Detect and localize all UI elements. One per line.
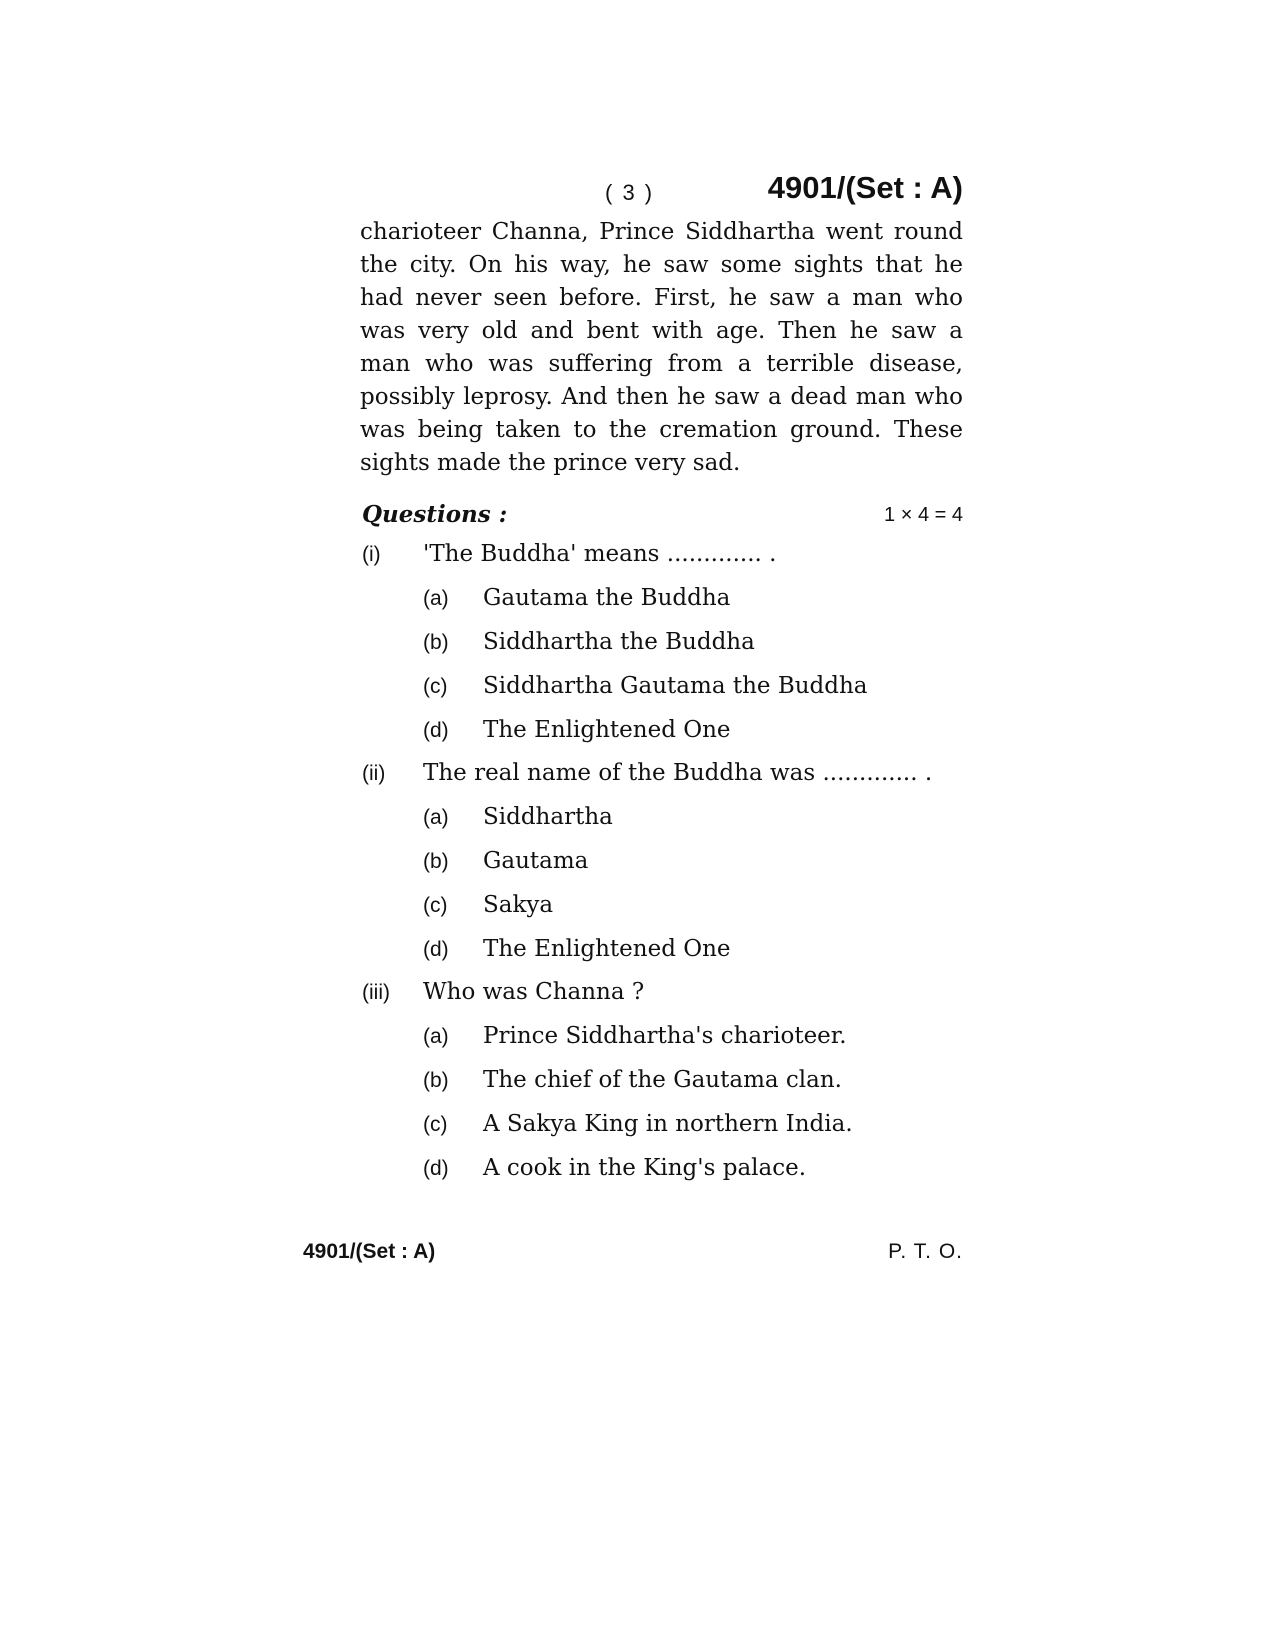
marks-allocation: 1 × 4 = 4 — [884, 504, 963, 526]
option-letter: (c) — [423, 1113, 448, 1136]
option-letter: (a) — [423, 1025, 449, 1048]
questions-heading: Questions : — [362, 501, 508, 528]
option-letter: (d) — [423, 719, 449, 742]
option-text: Gautama the Buddha — [483, 585, 731, 611]
exam-code-footer: 4901/(Set : A) — [303, 1240, 436, 1263]
option-text: The chief of the Gautama clan. — [483, 1067, 842, 1093]
option-letter: (c) — [423, 675, 448, 698]
option-letter: (a) — [423, 587, 449, 610]
exam-code-header: 4901/(Set : A) — [767, 170, 963, 205]
option-text: Siddhartha Gautama the Buddha — [483, 673, 868, 699]
pto-label: P. T. O. — [888, 1240, 963, 1263]
option-letter: (a) — [423, 806, 449, 829]
option-letter: (b) — [423, 631, 449, 654]
option-letter: (d) — [423, 938, 449, 961]
option-text: Gautama — [483, 848, 589, 874]
option-text: Prince Siddhartha's charioteer. — [483, 1023, 847, 1049]
option-text: A cook in the King's palace. — [483, 1155, 807, 1181]
page-number: ( 3 ) — [605, 180, 655, 205]
question-number: (iii) — [362, 981, 390, 1004]
option-letter: (b) — [423, 850, 449, 873]
question-text: The real name of the Buddha was ............. . — [423, 760, 933, 786]
option-text: Siddhartha the Buddha — [483, 629, 755, 655]
question-number: (ii) — [362, 762, 386, 785]
option-text: Sakya — [483, 892, 554, 918]
option-text: Siddhartha — [483, 804, 613, 830]
option-letter: (b) — [423, 1069, 449, 1092]
option-text: The Enlightened One — [483, 936, 731, 962]
question-text: Who was Channa ? — [423, 979, 645, 1005]
passage-text: charioteer Channa, Prince Siddhartha went round the city. On his way, he saw some sights that he had never seen before. First, he saw a man who was very old and bent with age. Then he saw a man who was suffering from a terrible disease, possibly leprosy. And then he saw a dead man who was being taken to the cremation ground. These sights made the prince very sad. — [360, 219, 963, 476]
question-text: 'The Buddha' means ............. . — [423, 541, 777, 567]
option-text: The Enlightened One — [483, 717, 731, 743]
option-text: A Sakya King in northern India. — [483, 1111, 853, 1137]
question-number: (i) — [362, 543, 381, 566]
option-letter: (c) — [423, 894, 448, 917]
option-letter: (d) — [423, 1157, 449, 1180]
